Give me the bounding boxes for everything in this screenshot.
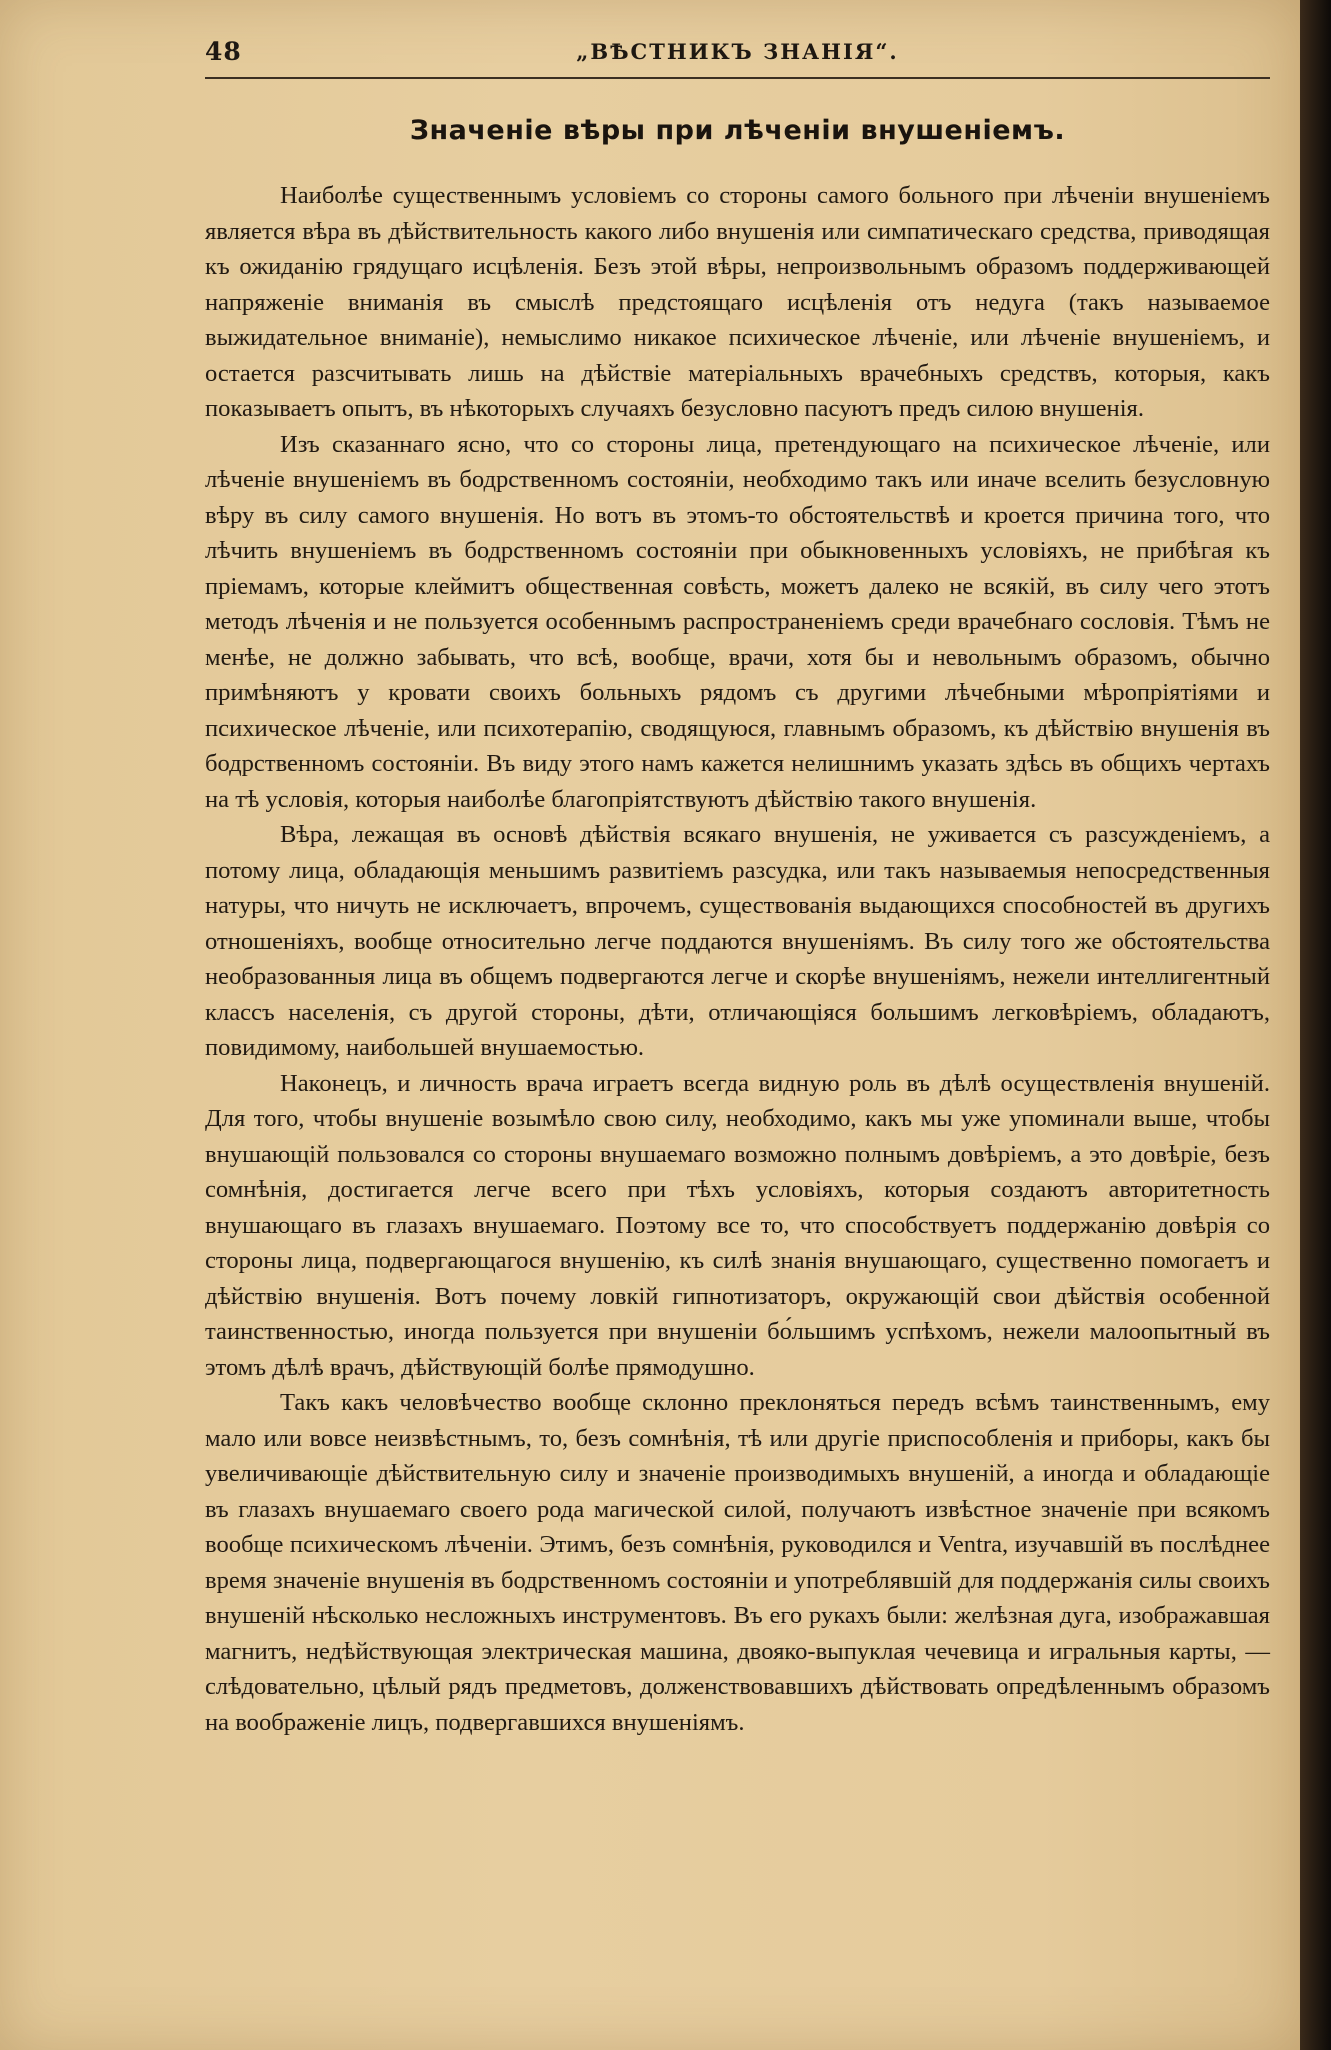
paragraph: Наконецъ, и личность врача играетъ всегда видную роль въ дѣлѣ осуществленія внушеній. Для того, чтобы внушеніе возымѣло свою силу, необходимо, какъ мы уже упоминали выше, чтобы внушающій пользовался со стороны внушаемаго возможно полнымъ довѣріемъ, а это довѣріе, безъ сомнѣнія, достигается легче всего при тѣхъ условіяхъ, которыя создаютъ авторитетность внушающаго въ глазахъ внушаемаго. Поэтому все то, что способствуетъ поддержанію довѣрія со стороны лица, подвергающагося внушенію, къ силѣ знанія внушающаго, существенно помогаетъ и дѣйствію внушенія. Вотъ почему ловкій гипнотизаторъ, окружающій свои дѣйствія особенной таинственностью, иногда пользуется при внушеніи бо́льшимъ успѣхомъ, нежели малоопытный въ этомъ дѣлѣ врачъ, дѣйствующій болѣе прямодушно. <box>205 1069 1270 1381</box>
article-title: Значеніе вѣры при лѣченіи внушеніемъ. <box>409 115 1066 146</box>
paragraph: Изъ сказаннаго ясно, что со стороны лица, претендующаго на психическое лѣченіе, или лѣченіе внушеніемъ въ бодрственномъ состояніи, необходимо такъ или иначе вселить безусловную вѣру въ силу самого внушенія. Но вотъ въ этомъ-то обстоятельствѣ и кроется причина того, что лѣчить внушеніемъ въ бодрственномъ состояніи при обыкновенныхъ условіяхъ, не прибѣгая къ пріемамъ, которые клеймитъ общественная совѣсть, можетъ далеко не всякій, въ силу чего этотъ методъ лѣченія и не пользуется особеннымъ распространеніемъ среди врачебнаго сословія. Тѣмъ не менѣе, не должно забывать, что всѣ, вообще, врачи, хотя бы и невольнымъ образомъ, обычно примѣняютъ у кровати своихъ больныхъ рядомъ съ другими лѣчебными мѣропріятіями и психическое лѣченіе, или психотерапію, сводящуюся, главнымъ образомъ, къ дѣйствію внушенія въ бодрственномъ состояніи. Въ виду этого намъ кажется нелишнимъ указать здѣсь въ общихъ чертахъ на тѣ условія, которыя наиболѣе благопріятствуютъ дѣйствію такого внушенія. <box>205 430 1270 813</box>
article-body <box>205 178 1270 1740</box>
page-number: 48 <box>205 37 242 66</box>
running-title: „ВѢСТНИКЪ ЗНАНІЯ“. <box>576 39 899 64</box>
page-header <box>205 35 1270 79</box>
paragraph: Вѣра, лежащая въ основѣ дѣйствія всякаго внушенія, не уживается съ разсужденіемъ, а потому лица, обладающія меньшимъ развитіемъ разсудка, или такъ называемыя непосредственныя натуры, что ничуть не исключаетъ, впрочемъ, существованія выдающихся способностей въ другихъ отношеніяхъ, вообще относительно легче поддаются внушеніямъ. Въ силу того же обстоятельства необразованныя лица въ общемъ подвергаются легче и скорѣе внушеніямъ, нежели интеллигентный классъ населенія, съ другой стороны, дѣти, отличающіяся большимъ легковѣріемъ, обладаютъ, повидимому, наибольшей внушаемостью. <box>205 821 1270 1061</box>
paragraph: Наиболѣе существеннымъ условіемъ со стороны самого больного при лѣченіи внушеніемъ является вѣра въ дѣйствительность какого либо внушенія или симпатическаго средства, приводящая къ ожиданію грядущаго исцѣленія. Безъ этой вѣры, непроизвольнымъ образомъ поддерживающей напряженіе вниманія въ смыслѣ предстоящаго исцѣленія отъ недуга (такъ называемое выжидательное вниманіе), немыслимо никакое психическое лѣченіе, или лѣченіе внушеніемъ, и остается разсчитывать лишь на дѣйствіе матеріальныхъ врачебныхъ средствъ, которыя, какъ показываетъ опытъ, въ нѣкоторыхъ случаяхъ безусловно пасуютъ предъ силою внушенія. <box>205 182 1270 422</box>
paragraph: Такъ какъ человѣчество вообще склонно преклоняться передъ всѣмъ таинственнымъ, ему мало или вовсе неизвѣстнымъ, то, безъ сомнѣнія, тѣ или другіе приспособленія и приборы, какъ бы увеличивающіе дѣйствительную силу и значеніе производимыхъ внушеній, а иногда и обладающіе въ глазахъ внушаемаго своего рода магической силой, получаютъ извѣстное значеніе при всякомъ вообще психическомъ лѣченіи. Этимъ, безъ сомнѣнія, руководился и Ventra, изучавшій въ послѣднее время значеніе внушенія въ бодрственномъ состояніи и употреблявшій для поддержанія силы своихъ внушеній нѣсколько несложныхъ инструментовъ. Въ его рукахъ были: желѣзная дуга, изображавшая магнитъ, недѣйствующая электрическая машина, двояко-выпуклая чечевица и игральныя карты, — слѣдовательно, цѣлый рядъ предметовъ, долженствовавшихъ дѣйствовать опредѣленнымъ образомъ на воображеніе лицъ, подвергавшихся внушеніямъ. <box>205 1389 1270 1736</box>
page-edge-shadow <box>1300 0 1331 2050</box>
